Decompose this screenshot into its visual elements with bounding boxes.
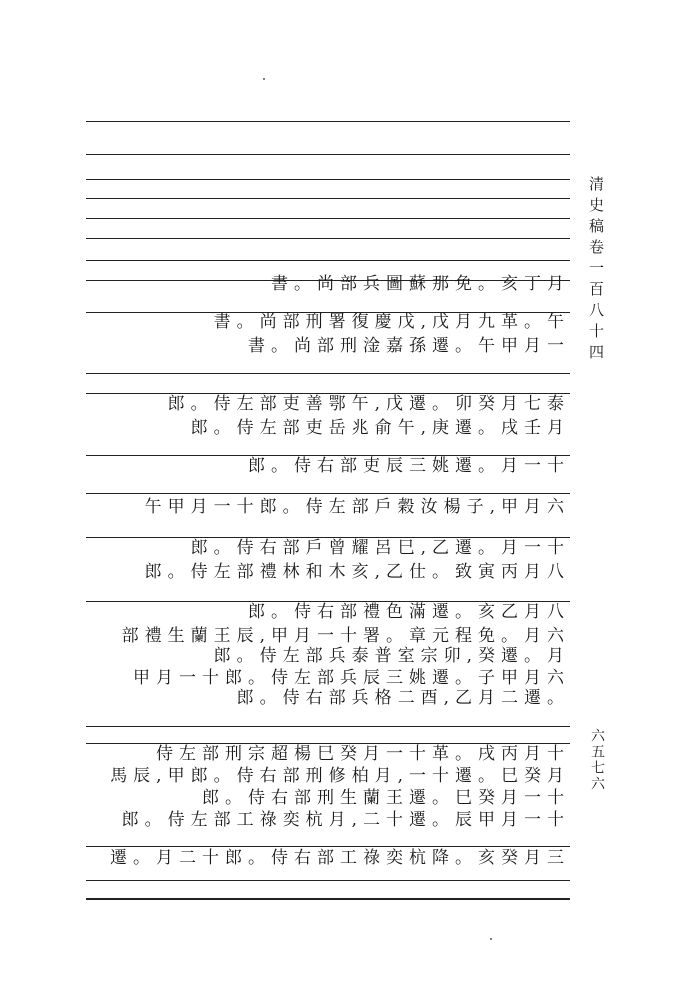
table-rule — [86, 880, 570, 881]
table-rule — [86, 121, 570, 122]
table-row: 部禮生蘭王辰,甲月一十署。章元程免。月六 — [121, 626, 570, 646]
table-rule — [86, 179, 570, 180]
table-rule — [86, 260, 570, 261]
table-row: 甲月一十郎。侍左部兵辰三姚遷。子甲月六 — [133, 668, 570, 688]
table-row: 書。尚部刑署復慶戊,戊月九革。午 — [213, 312, 570, 332]
table-row: 郎。侍左部吏岳兆俞午,庚遷。戌壬月 — [190, 418, 570, 438]
table-row: 書。尚部刑淦嘉孫遷。午甲月一 — [248, 336, 570, 356]
table-row: 郎。侍右部禮色滿遷。亥乙月八 — [248, 602, 570, 622]
table-row: 午甲月一十郎。侍左部戶穀汝楊子,甲月六 — [144, 497, 570, 517]
table-row: 遷。月二十郎。侍右部工祿奕杭降。亥癸月三 — [110, 848, 570, 868]
table-row: 郎。侍右部吏辰三姚遷。月一十 — [248, 456, 570, 476]
table-rule — [86, 726, 570, 727]
table-row: 郎。侍左部吏善鄂午,戊遷。卯癸月七泰 — [167, 394, 570, 414]
running-title: 清史稿卷一百八十四 — [587, 176, 605, 365]
page-number: 六五七六 — [589, 728, 605, 792]
table-row: 郎。侍右部刑生蘭王遷。巳癸月一十 — [202, 788, 570, 808]
table-row: 郎。侍左部禮林和木亥,乙仕。致寅丙月八 — [144, 562, 570, 582]
table-row: 郎。侍右部戶曾耀呂巳,乙遷。月一十 — [190, 538, 570, 558]
table-row: 侍左部刑宗超楊巳癸月一十革。戌丙月十 — [156, 744, 570, 764]
table-bottom-rule — [86, 898, 570, 900]
table-rule — [86, 218, 570, 219]
table-row: 郎。侍左部工祿奕杭月,二十遷。辰甲月一十 — [121, 810, 570, 830]
table-row: 書。尚部兵圖蘇那免。亥丁月 — [271, 274, 570, 294]
table-rule — [86, 154, 570, 155]
print-speck — [490, 938, 492, 940]
table-rule — [86, 373, 570, 374]
table-row: 馬辰,甲郎。侍右部刑修柏月,一十遷。巳癸月 — [110, 766, 570, 786]
table-rule — [86, 198, 570, 199]
table-row: 郎。侍左部兵泰普室宗卯,癸遷。月 — [213, 646, 570, 666]
print-speck — [263, 78, 265, 80]
table-row: 郎。侍右部兵格二酉,乙月二遷。 — [236, 688, 570, 708]
table-rule — [86, 238, 570, 239]
